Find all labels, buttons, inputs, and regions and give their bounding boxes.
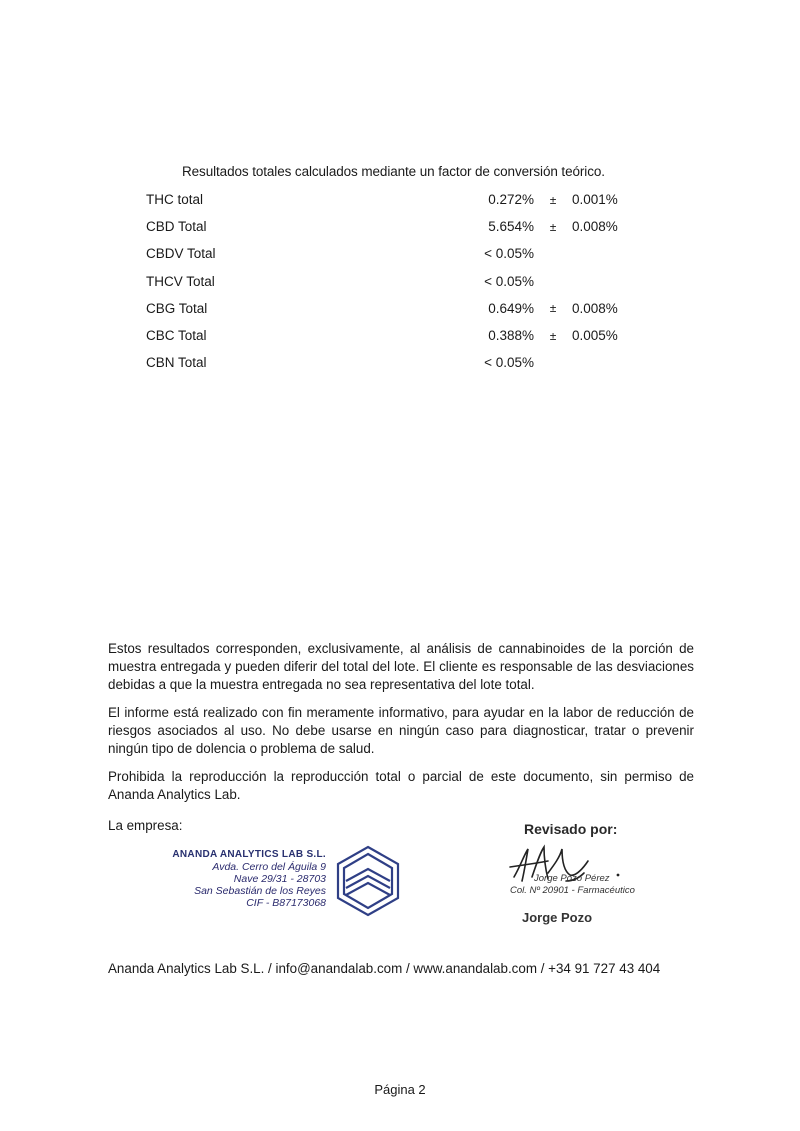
results-table (146, 186, 632, 376)
ananda-hexagon-logo-icon (332, 845, 404, 917)
disclaimer-paragraph-3: Prohibida la reproducción la reproducción total o parcial de este documento, sin permiso de Ananda Analytics Lab. (108, 769, 694, 802)
results-row (146, 186, 632, 213)
disclaimer (108, 640, 694, 814)
cannabinoid-name: CBG Total (146, 300, 208, 316)
disclaimer-paragraph-1: Estos resultados corresponden, exclusivamente, al análisis de cannabinoides de la porción de muestra entregada y pueden diferir del total del lote. El cliente es responsable de las desviaciones debidas a que la muestra entregada no sea representativa del lote total. (108, 641, 694, 692)
cannabinoid-name: THC total (146, 192, 204, 208)
stamp-address-line-2: Nave 29/31 - 28703 (233, 873, 326, 885)
plus-minus-sign: ± (549, 219, 557, 234)
results-row (146, 240, 632, 267)
plus-minus-sign: ± (549, 328, 557, 343)
stamp-company-name: ANANDA ANALYTICS LAB S.L. (172, 849, 326, 860)
cannabinoid-value: < 0.05% (484, 273, 534, 289)
cannabinoid-uncertainty: 0.001% (572, 192, 618, 208)
cannabinoid-value: 5.654% (488, 219, 534, 235)
review-stamp-line-2: Col. Nº 20901 - Farmacéutico (510, 885, 635, 896)
company-label: La empresa: (108, 818, 183, 833)
stamp-address-line-1: Avda. Cerro del Águila 9 (212, 861, 326, 873)
plus-minus-sign (534, 268, 572, 295)
cannabinoid-name: CBDV Total (146, 246, 216, 262)
cannabinoid-value: 0.388% (488, 328, 534, 344)
plus-minus-sign: ± (549, 192, 557, 207)
cannabinoid-name: CBD Total (146, 219, 207, 235)
plus-minus-sign (534, 240, 572, 267)
cannabinoid-value: < 0.05% (484, 246, 534, 262)
footer-contact: Ananda Analytics Lab S.L. / info@anandalab.com / www.anandalab.com / +34 91 727 43 404 (108, 961, 661, 976)
cannabinoid-name: CBN Total (146, 355, 207, 371)
cannabinoid-name: THCV Total (146, 273, 215, 289)
cannabinoid-uncertainty: 0.008% (572, 219, 618, 235)
results-caption: Resultados totales calculados mediante un factor de conversión teórico. (182, 164, 605, 179)
cannabinoid-uncertainty (572, 268, 632, 295)
cannabinoid-value: 0.272% (488, 192, 534, 208)
review-title: Revisado por: (524, 821, 618, 837)
cannabinoid-uncertainty: 0.005% (572, 328, 618, 344)
results-row (146, 295, 632, 322)
results-row (146, 213, 632, 240)
company-stamp (172, 845, 412, 915)
review-stamp-line-1: Jorge Pozo Pérez (534, 873, 610, 884)
cannabinoid-uncertainty (572, 240, 632, 267)
cannabinoid-uncertainty (572, 349, 632, 376)
plus-minus-sign (534, 349, 572, 376)
page-number: Página 2 (374, 1082, 426, 1097)
cannabinoid-value: 0.649% (488, 300, 534, 316)
results-row (146, 349, 632, 376)
cannabinoid-name: CBC Total (146, 328, 207, 344)
results-row (146, 322, 632, 349)
disclaimer-paragraph-2: El informe está realizado con fin meramente informativo, para ayudar en la labor de reducción de riesgos asociados al uso. No debe usarse en ningún caso para diagnosticar, tratar o prevenir ningún tipo de dolencia o problema de salud. (108, 705, 694, 756)
review-stamp (484, 873, 654, 897)
results-row (146, 268, 632, 295)
cannabinoid-value: < 0.05% (484, 355, 534, 371)
plus-minus-sign: ± (549, 301, 557, 316)
company-stamp-text (172, 849, 326, 909)
stamp-address-line-3: San Sebastián de los Reyes (194, 885, 326, 897)
review-block (484, 815, 654, 943)
cannabinoid-uncertainty: 0.008% (572, 300, 618, 316)
reviewer-name: Jorge Pozo (522, 910, 593, 925)
stamp-cif: CIF - B87173068 (246, 897, 326, 909)
